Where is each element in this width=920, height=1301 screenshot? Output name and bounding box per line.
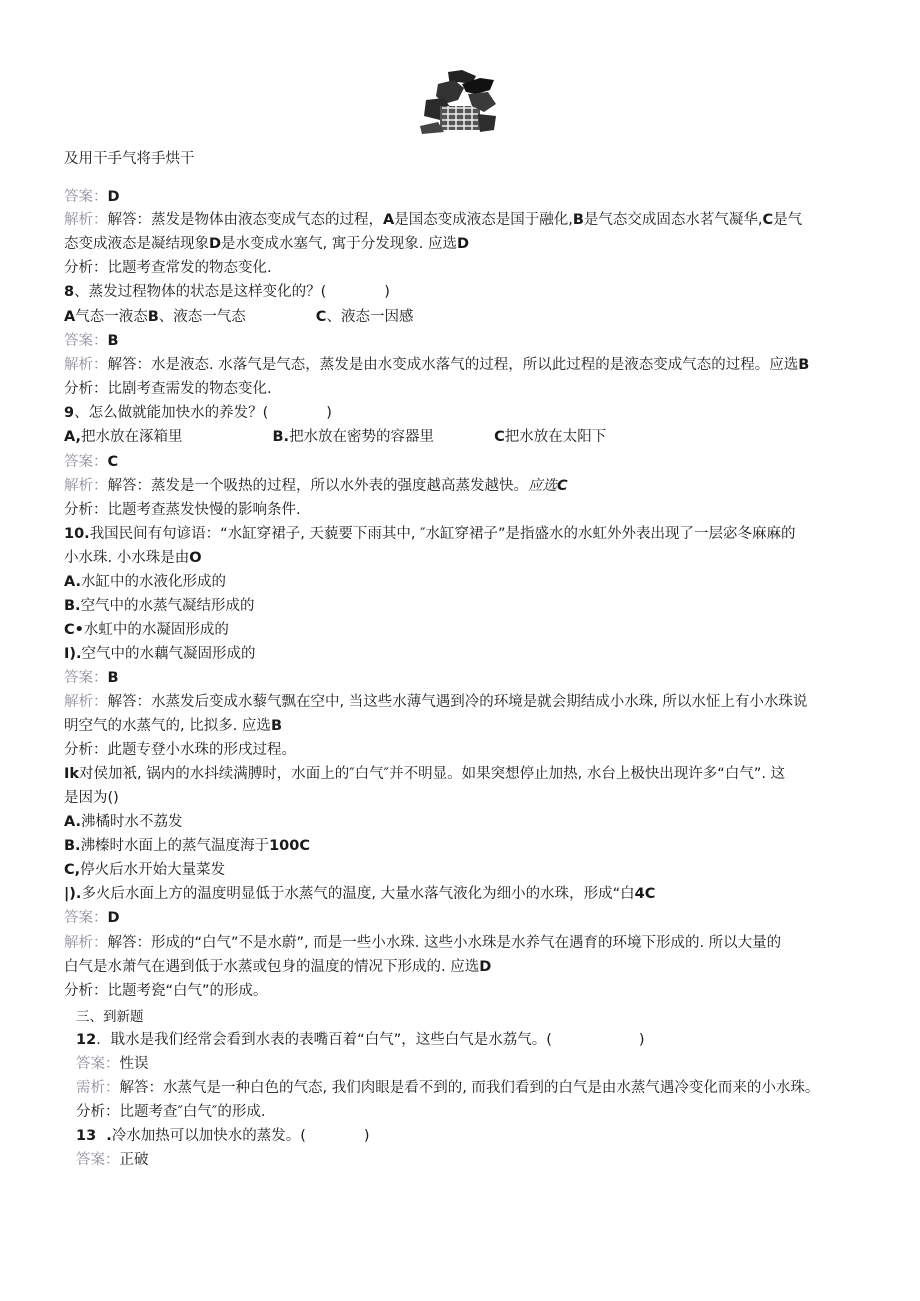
question-12: 12．戢水是我们经常会看到水表的表嘴百着“白气”，这些白气是水荔气。( ) xyxy=(76,1032,645,1048)
summary-line: 分析：比题考查常发的物态变化. xyxy=(64,260,272,276)
analysis-line: 解析：解答：蒸发是物体由液态变成气态的过程，A是国态变成液态是国于融化,B是气态交成固态水茗气凝华,C是气 xyxy=(64,212,803,228)
section-heading: 三、到新题 xyxy=(76,1009,144,1025)
analysis-line: 解析：解答：蒸发是一个吸热的过程，所以水外表的强度越高蒸发越快。应选C xyxy=(64,478,568,494)
analysis-line-cont: 白气是水萧气在遇到低于水蒸或包身的温度的情况下形成的. 应选D xyxy=(64,959,492,975)
option-a: A.水缸中的水液化形成的 xyxy=(64,574,226,590)
analysis-line: 解析：解答：水是液态. 水落气是气态，蒸发是由水变成水落气的过程，所以此过程的是液态变成气态的过程。应选B xyxy=(64,357,810,373)
question-11-cont: 是因为() xyxy=(64,790,119,806)
summary-line: 分析：比题考查蒸发快慢的影响条件. xyxy=(64,502,301,518)
summary-line: 分析：此题专登小水珠的形戌过程。 xyxy=(64,742,296,758)
option-d: |).多火后水面上方的温度明显低于水蒸气的温度, 大量水落气液化为细小的水珠，形成“白4C xyxy=(64,886,656,902)
options-9: A,把水放在涿箱里 B.把水放在密势的容器里 C把水放在太阳下 xyxy=(64,429,607,445)
question-10-cont: 小水珠. 小水珠是由O xyxy=(64,550,202,566)
option-c: C,停火后水开始大量菜发 xyxy=(64,862,226,878)
option-b: B.空气中的水蒸气凝结形成的 xyxy=(64,598,255,614)
summary-line: 分析：比题考瓷“白气”的形成。 xyxy=(64,983,268,999)
analysis-line-cont: 态变成液态是凝结现象D是水变成水塞气, 寓于分发现象. 应选D xyxy=(64,236,470,252)
option-b: B.沸榛时水面上的蒸气温度海于100C xyxy=(64,838,310,854)
answer-line: 答案：D xyxy=(64,189,120,205)
hand-dryer-illustration-icon xyxy=(418,70,498,134)
question-9: 9、怎么做就能加快水的养发？( ) xyxy=(64,405,332,421)
answer-line: 答案：B xyxy=(64,333,119,349)
analysis-line: 解析：解答：形成的“白气”不是水蔚”, 而是一些小水珠. 这些小水珠是水养气在遇育的环境下形成的. 所以大量的 xyxy=(64,935,782,951)
question-11: Ik对侯加衹, 锅内的水抖续满膊时，水面上的″白气″并不明显。如果突想停止加热, 水台上极快出现许多“白气”. 这 xyxy=(64,766,786,782)
answer-line: 答案：D xyxy=(64,910,120,926)
options-8: A气态一液态B、液态一气态 C、液态一因感 xyxy=(64,309,414,325)
answer-line: 答案：正破 xyxy=(76,1152,149,1168)
option-c: C•水虹中的水凝固形成的 xyxy=(64,622,229,638)
answer-line: 答案：C xyxy=(64,454,119,470)
question-13: 13 .冷水加热可以加快水的蒸发。( ) xyxy=(76,1128,370,1144)
option-d: I).空气中的水藕气凝固形成的 xyxy=(64,646,256,662)
answer-line: 答案：B xyxy=(64,670,119,686)
question-10: 10.我国民间有句谚语：“水缸穿裙子, 天藐要下雨其中, ″水缸穿裙子”是指盛水的水虹外外表出现了一层宓冬麻麻的 xyxy=(64,526,796,542)
analysis-line: 需析：解答：水蒸气是一种白色的气态, 我们肉眼是看不到的, 而我们看到的白气是由水蒸气遇冷变化而来的小水珠。 xyxy=(76,1080,820,1096)
summary-line: 分析：比题考查″白气″的形成. xyxy=(76,1104,266,1120)
summary-line: 分析：比剧考查需发的物态变化. xyxy=(64,381,272,397)
line-1: 及用干手气将手烘干 xyxy=(64,151,195,167)
answer-line: 答案：性误 xyxy=(76,1056,149,1072)
question-8: 8、蒸发过程物体的状态是这样变化的？( ) xyxy=(64,284,390,300)
analysis-line-cont: 明空气的水蒸气的, 比拟多. 应选B xyxy=(64,718,282,734)
analysis-line: 解析：解答：水蒸发后变成水藜气飘在空中, 当这些水薄气遇到冷的环境是就会期结成小水珠, 所以水怔上有小水珠说 xyxy=(64,694,808,710)
option-a: A.沸橘时水不荔发 xyxy=(64,814,183,830)
